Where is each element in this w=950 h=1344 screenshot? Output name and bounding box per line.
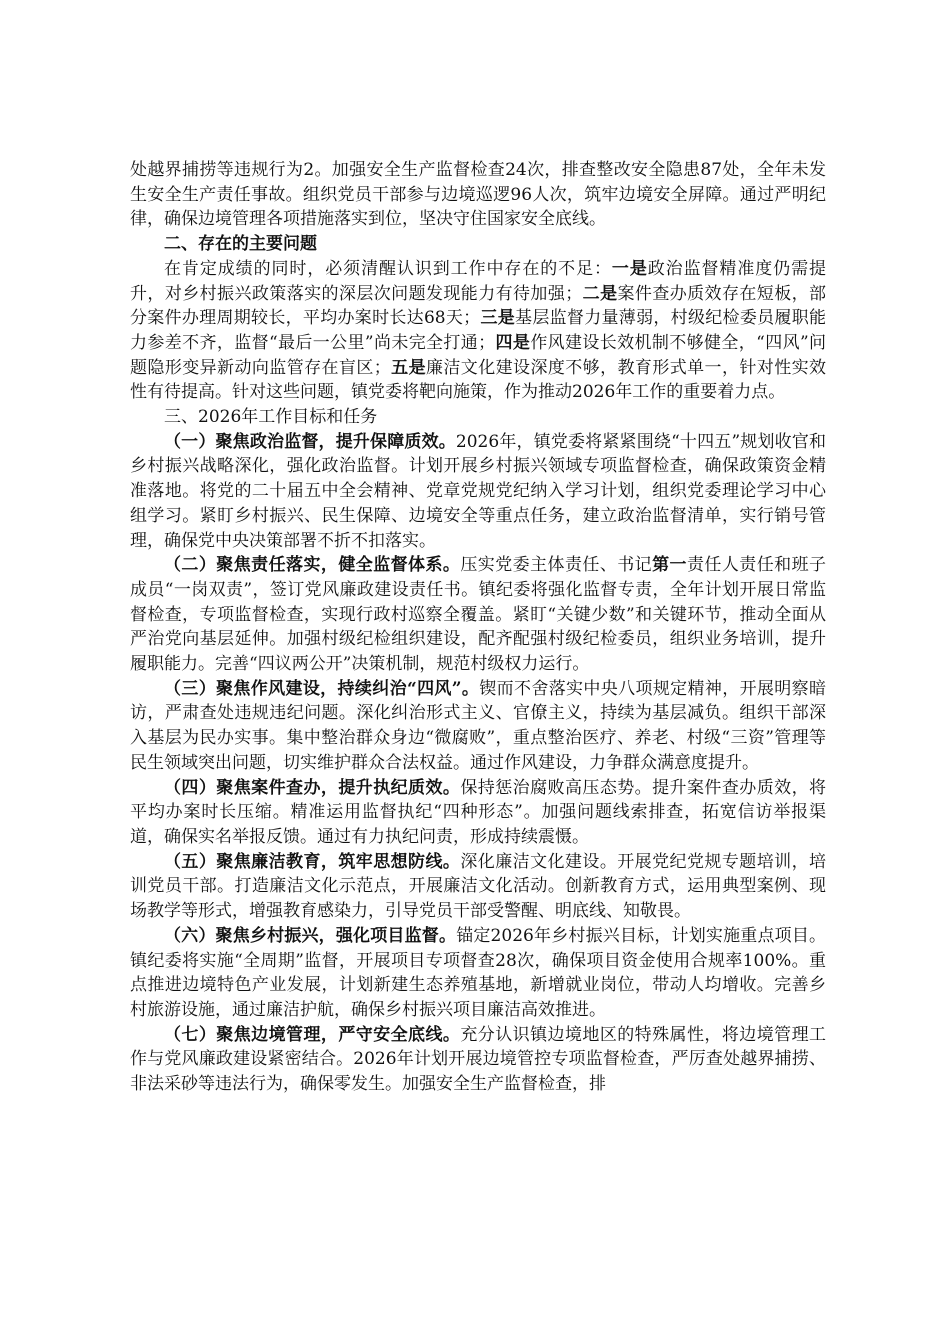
paragraph-task-3: （三）聚焦作风建设，持续纠治“四风”。锲而不舍落实中央八项规定精神，开展明察暗访，严肃查处违规违纪问题。深化纠治形式主义、官僚主义，持续为基层减负。组织干部深入基层为民办实事。集中整治群众身边“微腐败”，重点整治医疗、养老、村级“三资”管理等民生领域突出问题，切实维护群众合法权益。通过作风建设，力争群众满意度提升。	[130, 678, 826, 773]
section-heading-problems: 二、存在的主要问题	[164, 234, 317, 255]
paragraph-task-5: （五）聚焦廉洁教育，筑牢思想防线。深化廉洁文化建设。开展党纪党规专题培训，培训党员干部。打造廉洁文化示范点，开展廉洁文化活动。创新教育方式，运用典型案例、现场教学等形式，增强教育感染力，引导党员干部受警醒、明底线、知敬畏。	[130, 851, 827, 922]
document-page	[130, 158, 826, 1097]
paragraph-task-4: （四）聚焦案件查办，提升执纪质效。保持惩治腐败高压态势。提升案件查办质效，将平均办案时长压缩。精准运用监督执纪“四种形态”。加强问题线索排查，拓宽信访举报渠道，确保实名举报反馈。通过有力执纪问责，形成持续震慑。	[130, 777, 827, 847]
paragraph-border-safety: 处越界捕捞等违规行为2。加强安全生产监督检查24次，排查整改安全隐患87处，全年未发生安全生产责任事故。组织党员干部参与边境巡逻96人次，筑牢边境安全屏障。通过严明纪律，确保边境管理各项措施落实到位，坚决守住国家安全底线。	[130, 160, 826, 230]
paragraph-task-2: （二）聚焦责任落实，健全监督体系。压实党委主体责任、书记第一责任人责任和班子成员“一岗双责”，签订党风廉政建设责任书。镇纪委将强化监督专责，全年计划开展日常监督检查，专项监督检查，实现行政村巡察全覆盖。紧盯“关键少数”和关键环节，推动全面从严治党向基层延伸。加强村级纪检组织建设，配齐配强村级纪检委员，组织业务培训，提升履职能力。完善“四议两公开”决策机制，规范村级权力运行。	[130, 555, 827, 675]
paragraph-problems: 在肯定成绩的同时，必须清醒认识到工作中存在的不足：一是政治监督精准度仍需提升，对乡村振兴政策落实的深层次问题发现能力有待加强；二是案件查办质效存在短板，部分案件办理周期较长，平均办案时长达68天；三是基层监督力量薄弱，村级纪检委员履职能力参差不齐，监督“最后一公里”尚未完全打通；四是作风建设长效机制不够健全，“四风”问题隐形变异新动向监管存在盲区；五是廉洁文化建设深度不够，教育形式单一，针对性实效性有待提高。针对这些问题，镇党委将靶向施策，作为推动2026年工作的重要着力点。	[130, 258, 827, 403]
paragraph-task-6: （六）聚焦乡村振兴，强化项目监督。锚定2026年乡村振兴目标，计划实施重点项目。镇纪委将实施“全周期”监督，开展项目专项督查28次，确保项目资金使用合规率100%。重点推进边境特色产业发展，计划新建生态养殖基地，新增就业岗位，带动人均增收。完善乡村旅游设施，通过廉洁护航，确保乡村振兴项目廉洁高效推进。	[130, 925, 827, 1020]
paragraph-task-7: （七）聚焦边境管理，严守安全底线。充分认识镇边境地区的特殊属性，将边境管理工作与党风廉政建设紧密结合。2026年计划开展边境管控专项监督检查，严厉查处越界捕捞、非法采砂等违法行为，确保零发生。加强安全生产监督检查，排	[130, 1024, 827, 1095]
paragraph-task-1: （一）聚焦政治监督，提升保障质效。2026年，镇党委将紧紧围绕“十四五”规划收官和乡村振兴战略深化，强化政治监督。计划开展乡村振兴领域专项监督检查，确保政策资金精准落地。将党的二十届五中全会精神、党章党规党纪纳入学习计划，组织党委理论学习中心组学习。紧盯乡村振兴、民生保障、边境安全等重点任务，建立政治监督清单，实行销号管理，确保党中央决策部署不折不扣落实。	[130, 431, 826, 551]
section-heading-goals: 三、2026年工作目标和任务	[164, 407, 378, 428]
